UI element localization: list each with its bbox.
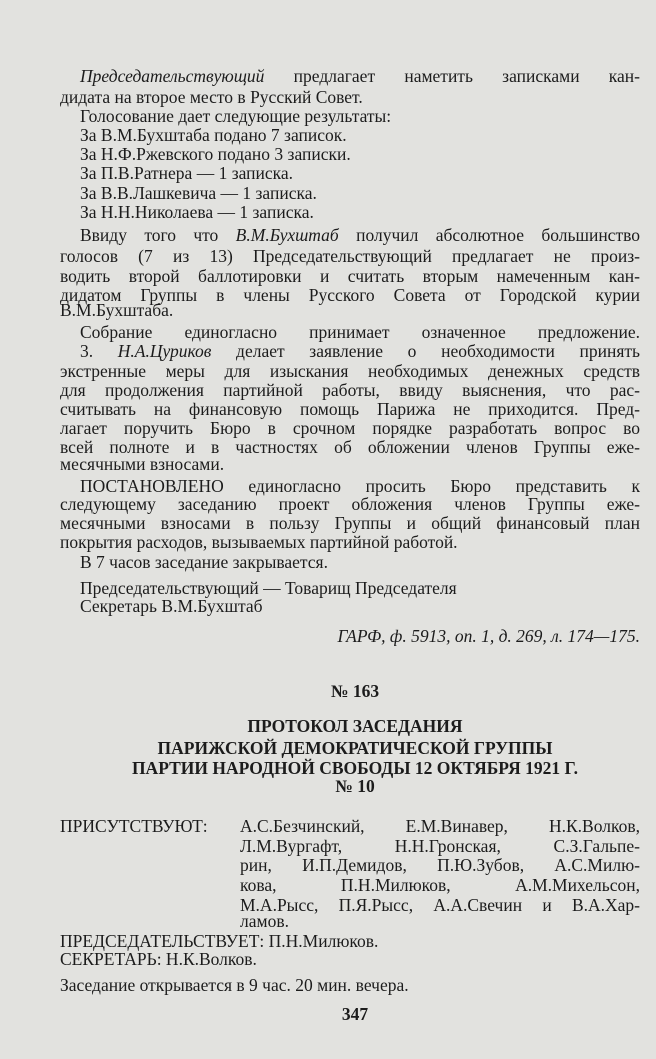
vote-item: За П.В.Ратнера — 1 записка. xyxy=(80,163,294,183)
document-title-line: ПАРИЖСКОЙ ДЕМОКРАТИЧЕСКОЙ ГРУППЫ xyxy=(157,738,553,758)
resolution-line: покрытия расходов, вызываемых партийной работой. xyxy=(60,532,458,552)
paragraph-line: дидата на второе место в Русский Совет. xyxy=(60,87,363,107)
paragraph-line xyxy=(80,225,640,245)
paragraph-line: всей полноте и в частностях об обложении членов Группы еже- xyxy=(60,437,640,457)
italic-name: Председательствующий xyxy=(80,66,265,86)
italic-name: Н.А.Цуриков xyxy=(117,341,212,361)
text: предлагает наметить записками кан- xyxy=(264,66,640,86)
archive-reference: ГАРФ, ф. 5913, оп. 1, д. 269, л. 174—175. xyxy=(337,626,640,646)
paragraph-line: лагает поручить Бюро в срочном порядке разработать вопрос во xyxy=(60,418,640,438)
text: получил абсолютное большинство xyxy=(338,225,640,245)
paragraph-line: Собрание единогласно принимает означенное предложение. xyxy=(80,322,640,342)
page-number: 347 xyxy=(341,1004,369,1024)
closing-line: В 7 часов заседание закрывается. xyxy=(80,552,328,572)
document-title-line: ПАРТИИ НАРОДНОЙ СВОБОДЫ 12 ОКТЯБРЯ 1921 Г. xyxy=(131,758,579,778)
paragraph-line: считывать на финансовую помощь Парижа не приходится. Пред- xyxy=(60,399,640,419)
paragraph-line: дидатом Группы в члены Русского Совета от Городской курии xyxy=(60,285,640,305)
attendees-line: Л.М.Вургафт, Н.Н.Гронская, С.З.Гальпе- xyxy=(240,836,640,856)
paragraph-line: для продолжения партийной работы, ввиду выяснения, что рас- xyxy=(60,380,640,400)
present-label: ПРИСУТСТВУЮТ: xyxy=(60,816,208,836)
attendees-line: ламов. xyxy=(240,911,289,931)
attendees-line: кова, П.Н.Милюков, А.М.Михельсон, xyxy=(240,875,640,895)
resolution-line: ПОСТАНОВЛЕНО единогласно просить Бюро представить к xyxy=(80,476,640,496)
document-title-line: ПРОТОКОЛ ЗАСЕДАНИЯ xyxy=(247,716,463,736)
opening-line: Заседание открывается в 9 час. 20 мин. вечера. xyxy=(60,975,409,995)
signature-line: Секретарь В.М.Бухштаб xyxy=(80,596,263,616)
text: делает заявление о необходимости принять xyxy=(211,341,641,361)
paragraph-line xyxy=(80,341,640,361)
resolution-line: следующему заседанию проект обложения членов Группы еже- xyxy=(60,494,640,514)
resolution-line: месячными взносами в пользу Группы и общий финансовый план xyxy=(60,513,640,533)
paragraph-line: месячными взносами. xyxy=(60,454,225,474)
chair-line: ПРЕДСЕДАТЕЛЬСТВУЕТ: П.Н.Милюков. xyxy=(60,931,379,951)
paragraph-line: экстренные меры для изыскания необходимых денежных средств xyxy=(60,361,640,381)
paragraph-line: В.М.Бухштаба. xyxy=(60,300,174,320)
vote-item: За Н.Н.Николаева — 1 записка. xyxy=(80,202,314,222)
item-number: 3. xyxy=(80,341,118,361)
protocol-number: № 10 xyxy=(335,776,375,796)
signature-line: Председательствующий — Товарищ Председателя xyxy=(80,578,457,598)
italic-name: В.М.Бухштаб xyxy=(235,225,339,245)
paragraph-line: водить второй баллотировки и считать вторым намеченным кан- xyxy=(60,266,640,286)
vote-item: За В.М.Бухштаба подано 7 записок. xyxy=(80,125,347,145)
vote-item: За В.В.Лашкевича — 1 записка. xyxy=(80,183,317,203)
attendees-line: М.А.Рысс, П.Я.Рысс, А.А.Свечин и В.А.Хар- xyxy=(240,895,640,915)
text: Ввиду того что xyxy=(80,225,236,245)
secretary-line: СЕКРЕТАРЬ: Н.К.Волков. xyxy=(60,949,257,969)
attendees-line: рин, И.П.Демидов, П.Ю.Зубов, А.С.Милю- xyxy=(240,855,640,875)
attendees-line: А.С.Безчинский, Е.М.Винавер, Н.К.Волков, xyxy=(240,816,640,836)
vote-item: За Н.Ф.Ржевского подано 3 записки. xyxy=(80,144,351,164)
paragraph-line xyxy=(80,66,640,86)
document-number: № 163 xyxy=(330,681,380,701)
paragraph-line: голосов (7 из 13) Председательствующий предлагает не произ- xyxy=(60,246,640,266)
votes-intro: Голосование дает следующие результаты: xyxy=(80,106,392,126)
